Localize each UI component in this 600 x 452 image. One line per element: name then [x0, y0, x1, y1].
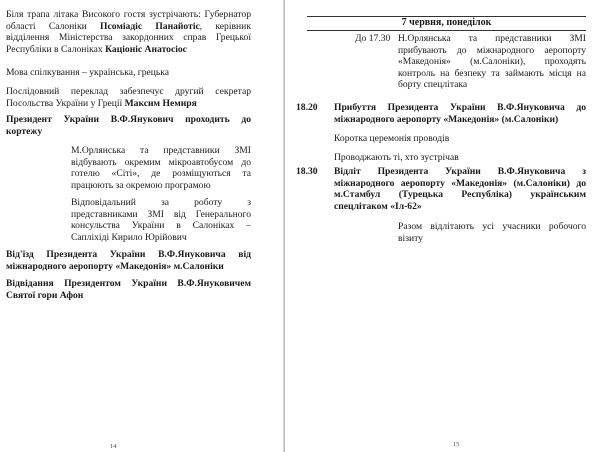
right-page [286, 0, 600, 452]
entry-text: Н.Орлянська та представники ЗМІ прибувають до міжнародного аеропорту «Македонія» (м.Салоніки), проходять контроль на безпеку та займають місця на борту спецлітака [398, 33, 586, 91]
translation-paragraph [6, 86, 251, 109]
page-number: 15 [453, 441, 460, 448]
departure-from-airport: Від'їзд Президента України В.Ф.Януковича від міжнародного аеропорту «Македонія» м.Салоніки [6, 249, 251, 272]
entry-time: 18.30 [296, 166, 318, 177]
athos-visit: Відвідання Президентом України В.Ф.Януковичем Святої гори Афон [6, 278, 251, 301]
day-header: 7 червня, понеділок [401, 17, 492, 28]
page-fold [283, 0, 285, 452]
header-rule-bottom [307, 30, 586, 31]
media-responsible: Відповідальний за роботу з представниками ЗМІ від Генерального консульства України в Салоніках – Сапліхіді Кирило Юрійович [71, 197, 251, 243]
left-page [0, 0, 284, 452]
greeting-intro: Біля трапа літака Високого гостя зустрічають: Губернатор області Салоніки [6, 9, 251, 32]
entry-time: 18.20 [296, 102, 318, 113]
entry-text: Проводжають ті, хто зустрічав [334, 152, 459, 163]
page-number: 14 [110, 443, 117, 450]
entry-text: Прибуття Президента України В.Ф.Януковича до міжнародного аеропорту «Македонія» (м.Салоніки) [334, 102, 586, 125]
entry-text: Разом відлітають усі учасники робочого візиту [398, 221, 586, 244]
mfa-head-name: Каціоніс Анатосіос [105, 43, 187, 55]
president-to-motorcade: Президент України В.Ф.Янукович проходить до кортежу [6, 114, 251, 137]
governor-name: Псоміадіс Панайотіс [99, 20, 200, 32]
translation-intro: Послідовний переклад забезпечує другий секретар Посольства України у Греції [6, 86, 251, 109]
media-transfer: М.Орлянська та представники ЗМІ відбувають окремим мікроавтобусом до готелю «Сіті», де розміщуються та працюють за окремою програмою [71, 145, 251, 191]
entry-text: Коротка церемонія проводів [334, 133, 450, 144]
entry-time: До 17.30 [355, 33, 391, 44]
entry-text: Відліт Президента України В.Ф.Януковича з міжнародного аеропорту «Македонія» (м.Салоніки) до м.Стамбул (Турецька Республіка) українським спецлітаком «Іл-62» [334, 166, 586, 212]
greeting-paragraph [6, 9, 251, 55]
translator-name: Максим Немиря [124, 97, 197, 109]
greeting-mid: , керівник відділення Міністерства закордонних справ Грецької Республіки в Салоніках [6, 20, 251, 55]
language-line: Мова спілкування – українська, грецька [6, 67, 170, 78]
